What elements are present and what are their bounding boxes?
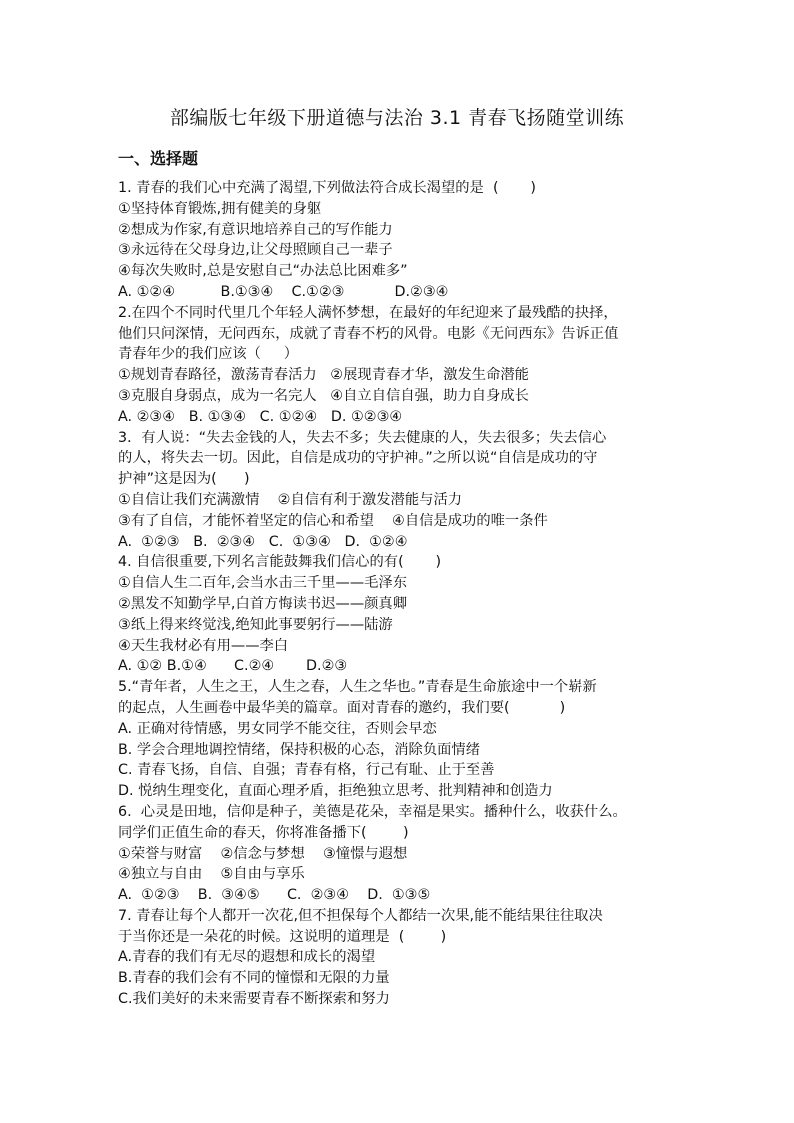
question-line: 青春年少的我们应该（ ）	[118, 346, 298, 363]
question-line: 5.“青年者，人生之王，人生之春，人生之华也。”青春是生命旅途中一个崭新	[118, 679, 597, 696]
option-line: ④每次失败时,总是安慰自己“办法总比困难多”	[118, 263, 408, 280]
question-line: 护神”这是因为( )	[118, 471, 250, 488]
answer-choice: D. 悦纳生理变化，直面心理矛盾，拒绝独立思考、批判精神和创造力	[118, 783, 553, 800]
answer-choices: A. ①② B.①④ C.②④ D.②③	[118, 658, 348, 675]
question-line: 3．有人说：“失去金钱的人，失去不多；失去健康的人，失去很多；失去信心	[118, 429, 607, 446]
question-line: 1. 青春的我们心中充满了渴望,下列做法符合成长渴望的是 ( )	[118, 180, 536, 196]
question-line: 的起点，人生画卷中最华美的篇章。面对青春的邀约，我们要( )	[118, 699, 566, 716]
answer-choice: B. 学会合理地调控情绪，保持积极的心态，消除负面情绪	[118, 741, 481, 758]
answer-choices: A. ①②④ B.①③④ C.①②③ D.②③④	[118, 283, 449, 300]
question-line: 7. 青春让每个人都开一次花,但不担保每个人都结一次果,能不能结果往往取决	[118, 907, 603, 924]
question-list	[118, 178, 688, 1010]
answer-choice: A. 正确对待情感，男女同学不能交往，否则会早恋	[118, 720, 437, 737]
answer-choices: A. ①②③ B. ②③④ C. ①③④ D. ①②④	[118, 533, 408, 550]
option-line: ①自信让我们充满激情 ②自信有利于激发潜能与活力	[118, 491, 463, 508]
question-line: 6. 心灵是田地，信仰是种子，美德是花朵，幸福是果实。播种什么，收获什么。	[118, 803, 627, 820]
option-line: ④独立与自由 ⑤自由与享乐	[118, 866, 305, 883]
option-line: ②黑发不知勤学早,白首方悔读书迟——颜真卿	[118, 595, 408, 612]
question-line: 于当你还是一朵花的时候。这说明的道理是 ( )	[118, 928, 447, 945]
option-line: ②想成为作家,有意识地培养自己的写作能力	[118, 221, 393, 238]
option-line: ①自信人生二百年,会当水击三千里——毛泽东	[118, 575, 408, 592]
option-line: ③纸上得来终觉浅,绝知此事要躬行——陆游	[118, 616, 393, 633]
question-line: 同学们正值生命的春天，你将准备播下( )	[118, 824, 409, 841]
section-heading: 一、选择题	[118, 149, 199, 168]
answer-choice: C.我们美好的未来需要青春不断探索和努力	[118, 991, 390, 1008]
question-line: 的人，将失去一切。因此，自信是成功的守护神。”之所以说“自信是成功的守	[118, 450, 598, 467]
answer-choice: A.青春的我们有无尽的遐想和成长的渴望	[118, 949, 376, 966]
answer-choice: B.青春的我们会有不同的憧憬和无限的力量	[118, 970, 390, 987]
document-title: 部编版七年级下册道德与法治 3.1 青春飞扬随堂训练	[169, 107, 625, 129]
answer-choices: A. ②③④ B. ①③④ C. ①②④ D. ①②③④	[118, 408, 403, 425]
answer-choice: C. 青春飞扬，自信、自强；青春有格，行己有耻、止于至善	[118, 762, 495, 779]
question-line: 2.在四个不同时代里几个年轻人满怀梦想，在最好的年纪迎来了最残酷的抉择，	[118, 304, 618, 321]
option-line: ①规划青春路径，激荡青春活力 ②展现青春才华，激发生命潜能	[118, 367, 529, 384]
option-line: ③有了自信，才能怀着坚定的信心和希望 ④自信是成功的唯一条件	[118, 512, 548, 529]
option-line: ①坚持体育锻炼,拥有健美的身躯	[118, 200, 322, 217]
question-line: 他们只问深情，无问西东，成就了青春不朽的风骨。电影《无问西东》告诉正值	[118, 325, 619, 342]
answer-choices: A. ①②③ B. ③④⑤ C. ②③④ D. ①③⑤	[118, 887, 431, 904]
option-line: ①荣誉与财富 ②信念与梦想 ③憧憬与遐想	[118, 845, 408, 862]
option-line: ④天生我材必有用——李白	[118, 637, 289, 654]
option-line: ③永远待在父母身边,让父母照顾自己一辈子	[118, 242, 393, 259]
option-line: ③克服自身弱点，成为一名完人 ④自立自信自强，助力自身成长	[118, 387, 529, 404]
question-line: 4. 自信很重要,下列名言能鼓舞我们信心的有( )	[118, 554, 442, 571]
